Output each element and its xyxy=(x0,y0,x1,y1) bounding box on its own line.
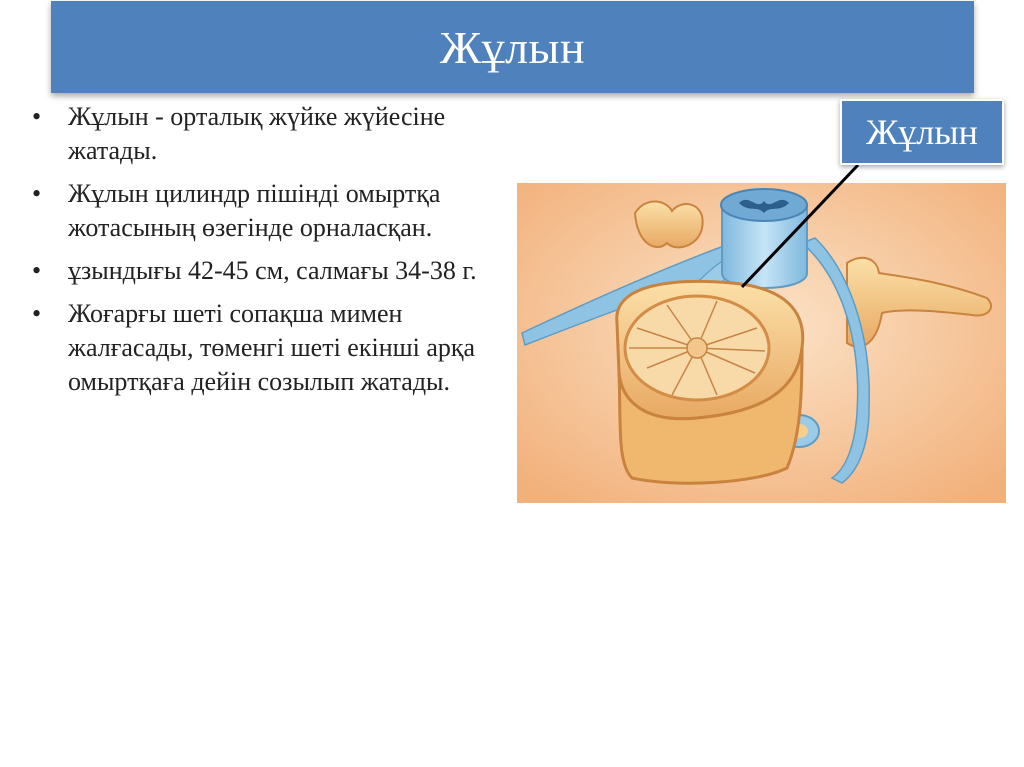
bullet-dot-icon: • xyxy=(32,299,42,328)
transverse-process-left xyxy=(635,201,703,247)
bullet-item xyxy=(26,177,506,245)
bullet-dot-icon: • xyxy=(32,179,42,208)
bullet-item xyxy=(26,100,506,168)
bullet-dot-icon: • xyxy=(32,256,42,285)
bullet-text: Жұлын цилиндр пішінді омыртқа жотасының өзегінде орналасқан. xyxy=(68,179,441,242)
bullet-text: Жұлын - орталық жүйке жүйесіне жатады. xyxy=(68,102,446,165)
bullet-item xyxy=(26,254,506,288)
vertebra-drawing xyxy=(517,183,1006,503)
nucleus-pulposus xyxy=(687,338,707,358)
bullet-text: Жоғарғы шеті сопақша мимен жалғасады, төменгі шеті екінші арқа омыртқаға дейін созылып жатады. xyxy=(68,299,476,396)
spinal-cord-illustration xyxy=(517,183,1006,503)
bullet-list xyxy=(26,100,506,408)
bullet-dot-icon: • xyxy=(32,102,42,131)
callout-label: Жұлын xyxy=(840,99,1004,165)
bullet-item xyxy=(26,297,506,399)
slide-title: Жұлын xyxy=(439,21,586,73)
title-bar xyxy=(51,1,974,93)
bullet-text: ұзындығы 42-45 см, салмағы 34-38 г. xyxy=(68,256,477,285)
